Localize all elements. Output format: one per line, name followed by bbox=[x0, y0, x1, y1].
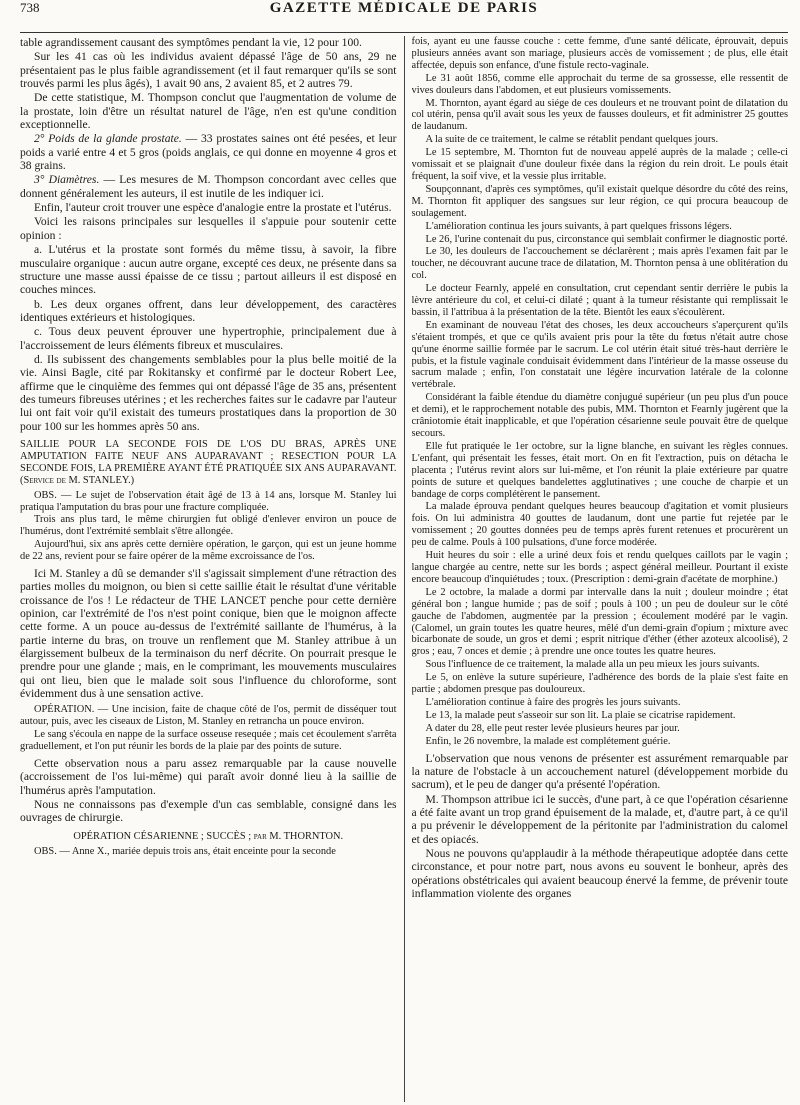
observation: Le docteur Fearnly, appelé en consultation, crut cependant sentir derrière le pubis la lèvre antérieure du col, et celui-ci dilaté ; quant à la tumeur résistante qui remplissait le bassin, il l'attribua à la présentation de la tête. Bientôt les eaux s'écoulèrent. bbox=[411, 283, 789, 318]
paragraph: Sur les 41 cas où les individus avaient dépassé l'âge de 50 ans, 29 ne présentaient pas le plus faible agrandissement (et il faut remarquer qu'ils se sont trouvés parmi les plus âgés), 1 avait 90 ans, 2 avaient 85, et 2 autres 79. bbox=[20, 50, 397, 91]
page-number: 738 bbox=[20, 0, 40, 15]
observation: Sous l'influence de ce traitement, la malade alla un peu mieux les jours suivants. bbox=[425, 659, 760, 671]
observation: Le 2 octobre, la malade a dormi par intervalle dans la nuit ; douleur moindre ; état général bon ; langue humide ; pas de soif ; pouls à 100 ; un peu de douleur sur le côté gauche de l'abdomen, augmentée par la pression ; écoulement modéré par le vagin. (Calomel, un grain toutes les quatre heures, mêlé d'un demi-grain d'opium ; mixture avec bicarbonate de soude, un gros et demi ; esprit nitrique d'éther (éther azoteux alcoolisé), 2 gros ; eau, 7 onces et demie ; à prendre une once toutes les quatre heures. bbox=[411, 586, 789, 658]
list-item: b. Les deux organes offrent, dans leur développement, des caractères identiques extérieurs et histologiques. bbox=[20, 297, 397, 324]
paragraph-text: — Les mesures de M. Thompson concordant avec celles que donnent généralement les auteurs, il est inutile de les indiquer ici. bbox=[20, 173, 397, 200]
article-title: OPÉRATION CÉSARIENNE ; SUCCÈS ; par M. THORNTON. bbox=[73, 830, 344, 842]
paragraph: Cette observation nous a paru assez remarquable par la cause nouvelle (accroissement de l'os lui-même) qui paraît avoir donné lieu à la saillie de l'humérus après l'amputation. bbox=[20, 757, 397, 797]
list-item: a. L'utérus et la prostate sont formés du même tissu, à savoir, la fibre musculaire organique : aucun autre organe, excepté ces deux, ne présente dans sa structure une masse aussi épaisse de ce tissu ; partout ailleurs il est disposé en couches minces. bbox=[20, 243, 397, 297]
observation: Le 26, l'urine contenait du pus, circonstance qui semblait confirmer le diagnostic porté. bbox=[425, 233, 788, 245]
observation: A la suite de ce traitement, le calme se rétablit pendant quelques jours. bbox=[425, 134, 719, 146]
paragraph: Nous ne pouvons qu'applaudir à la méthode thérapeutique adoptée dans cette circonstance, et pour notre part, nous avons eu souvent le bonheur, après des opérations obstétricales qui avaient beaucoup énervé la femme, de prévenir toute inflammation violente des organes bbox=[411, 846, 789, 900]
right-column bbox=[412, 36, 789, 1102]
observation: En examinant de nouveau l'état des choses, les deux accoucheurs s'aperçurent qu'ils s'étaient trompés, et que ce qu'ils avaient pris pour la tête du fœtus n'était autre chose qu'une énorme saillie formée par le sacrum. Le col utérin était situé très-haut derrière le pubis, et la fistule vaginale conduisait évidemment dans l'intérieur de la masse osseuse du sacrum malade ; enfin, l'on constatait une légère incurvation latérale de la colonne vertébrale. bbox=[411, 319, 789, 391]
paragraph: Ici M. Stanley a dû se demander s'il s'agissait simplement d'une rétraction des parties molles du moignon, ou bien si cette saillie était le résultat d'une véritable croissance de l'os ! Le rédacteur de THE LANCET penche pour cette dernière opinion, car l'extrémité de l'os n'est point conique, bien que le moignon affecte cette forme. A un pouce au-dessus de l'extrémité saillante de l'humérus, à la partie interne du bras, on trouve un renflement que M. Stanley attribue à un élargissement bulbeux de la terminaison du nerf décrite. On pourrait presque le prendre pour une glande ; mais, en le comprimant, les mouvements musculaires qui ont lieu, bien que le malade soit sous l'influence du chloroforme, sont évidemment dus à une sensation active. bbox=[20, 567, 397, 701]
article-title: SAILLIE POUR LA SECONDE FOIS DE L'OS DU BRAS, APRÈS UNE AMPUTATION FAITE NEUF ANS AUPARAVANT ; RESECTION POUR LA SECONDE FOIS, LA PREMIÈRE AYANT ÉTÉ PRATIQUÉE SIX ANS AUPARAVANT. (Service de M. STANLEY.) bbox=[20, 438, 397, 486]
observation: Le 31 août 1856, comme elle approchait du terme de sa grossesse, elle ressentit de vives douleurs dans l'abdomen, et eut plusieurs vomissements. bbox=[411, 72, 789, 96]
section-heading: 3° Diamètres. bbox=[34, 173, 100, 187]
observation: Le 15 septembre, M. Thornton fut de nouveau appelé auprès de la malade ; celle-ci vomissait et se plaignait d'une douleur fixée dans la région du rein droit. Le pouls était fréquent, la soif vive, et la vessie plus irritable. bbox=[411, 147, 789, 182]
paragraph: Voici les raisons principales sur lesquelles il s'appuie pour soutenir cette opinion : bbox=[20, 215, 397, 242]
observation: OBS. — Anne X., mariée depuis trois ans, était enceinte pour la seconde bbox=[34, 845, 336, 857]
list-item: d. Ils subissent des changements semblables pour la plus belle moitié de la vie. Ainsi Bagle, cité par Rokitansky et confirmé par le docteur Robert Lee, affirme que le cinquième des femmes qui ont dépassé l'âge de 35 ans, présentent des tumeurs fibreuses utérines ; et les recherches faites sur le cadavre par l'auteur lui ont fait voir qu'il existait des tumeurs prostatiques dans la proportion de 30 pour 100 sur les hommes après 50 ans. bbox=[20, 352, 397, 433]
observation: L'amélioration continue à faire des progrès les jours suivants. bbox=[425, 696, 681, 708]
observation: L'amélioration continua les jours suivants, à part quelques frissons légers. bbox=[425, 220, 732, 232]
operation-note: Le sang s'écoula en nappe de la surface osseuse resequée ; mais cet écoulement s'arrêta graduellement, et l'on put réunir les bords de la plaie par des points de suture. bbox=[20, 729, 397, 753]
paragraph: L'observation que nous venons de présenter est assurément remarquable par la nature de l'obstacle à un accouchement naturel (développement morbide du sacrum), et le peu de danger qu'a présenté l'opération. bbox=[411, 751, 789, 792]
observation: M. Thornton, ayant égard au siége de ces douleurs et ne trouvant point de dilatation du col utérin, pensa qu'il avait sous les yeux de fausses douleurs, et fit administrer 25 gouttes de laudanum. bbox=[411, 97, 789, 133]
observation: Elle fut pratiquée le 1er octobre, sur la ligne blanche, en suivant les règles connues. L'enfant, qui présentait les fesses, était mort. On en fit l'extraction, puis on détacha le placenta ; l'utérus revint alors sur lui-même, et l'on réunit la plaie extérieure par quatre points de suture et quelques bandelettes agglutinatives ; une couche de charpie et un bandage de corps complétèrent le pansement. bbox=[411, 440, 789, 500]
paragraph: Enfin, l'auteur croit trouver une espèce d'analogie entre la prostate et l'utérus. bbox=[34, 201, 392, 215]
observation: Trois ans plus tard, le même chirurgien fut obligé d'enlever environ un pouce de l'humérus, dont l'extrémité semblait s'être allongée. bbox=[20, 514, 397, 538]
observation: A dater du 28, elle peut rester levée plusieurs heures par jour. bbox=[425, 722, 680, 734]
observation: Le 30, les douleurs de l'accouchement se déclarèrent ; mais après l'examen fait par le toucher, ne découvrant aucune trace de dilatation, M. Thornton pensa à une oblitération du col. bbox=[411, 246, 789, 282]
observation: Le 5, on enlève la suture supérieure, l'adhérence des bords de la plaie s'est faite en partie ; abdomen presque pas douloureux. bbox=[411, 672, 789, 696]
observation: La malade éprouva pendant quelques heures beaucoup d'agitation et vomit plusieurs fois. On lui administra 40 gouttes de laudanum, dont une partie fut rejetée par le vomissement ; 20 gouttes données peu de temps après furent retenues et procurèrent un peu de calme. Pouls à 100 pulsations, d'une force modérée. bbox=[411, 501, 789, 549]
observation: Huit heures du soir : elle a uriné deux fois et rendu quelques caillots par le vagin ; langue chargée au centre, nette sur les bords ; aspect général meilleur. Pourtant il existe encore beaucoup d'inquiétudes ; toux. (Prescription : demi-grain d'acétate de morphine.) bbox=[411, 550, 789, 585]
observation: Enfin, le 26 novembre, la malade est complétement guérie. bbox=[425, 735, 671, 747]
operation-note: OPÉRATION. — Une incision, faite de chaque côté de l'os, permit de disséquer tout autour, puis, avec les ciseaux de Liston, M. Stanley en retrancha un pouce environ. bbox=[20, 704, 397, 728]
observation: fois, ayant eu une fausse couche : cette femme, d'une santé délicate, éprouvait, depuis plusieurs années avant son mariage, plusieurs accès de vomissement ; de plus, elle était affectée, depuis son enfance, d'une fistule recto-vaginale. bbox=[411, 36, 789, 71]
left-column bbox=[20, 36, 397, 1102]
paragraph: Nous ne connaissons pas d'exemple d'un cas semblable, consigné dans les ouvrages de chirurgie. bbox=[20, 798, 397, 825]
paragraph: M. Thompson attribue ici le succès, d'une part, à ce que l'opération césarienne a été faite avant un trop grand épuisement de la malade, et, d'autre part, à ce qu'il a pu prévenir le développement de la péritonite par l'administration du calomel et des opiacés. bbox=[411, 792, 789, 846]
observation: Soupçonnant, d'après ces symptômes, qu'il existait quelque désordre du côté des reins, M. Thornton fit appliquer des sangsues sur leur région, ce qui procura beaucoup de soulagement. bbox=[411, 183, 789, 219]
observation: Considérant la faible étendue du diamètre conjugué supérieur (un peu plus d'un pouce et demi), et le rapprochement notable des pubis, MM. Thornton et Fearnly jugèrent que la crâniotomie était inapplicable, et que l'opération césarienne seule pouvait être de quelque secours. bbox=[411, 392, 789, 439]
paragraph: De cette statistique, M. Thompson conclut que l'augmentation de volume de la prostate, loin d'être un résultat naturel de l'âge, n'en est qu'une condition exceptionnelle. bbox=[20, 91, 397, 132]
observation: Aujourd'hui, six ans après cette dernière opération, le garçon, qui est un jeune homme de 22 ans, revient pour se faire opérer de la même excroissance de l'os. bbox=[20, 539, 397, 563]
observation: OBS. — Le sujet de l'observation était âgé de 13 à 14 ans, lorsque M. Stanley lui pratiqua l'amputation du bras pour une fracture compliquée. bbox=[20, 489, 397, 513]
paragraph-text: — 33 prostates saines ont été pesées, et leur poids a varié entre 4 et 5 gros (poids anglais, ce qui donne en moyenne 4 gros et 38 grains. bbox=[20, 132, 397, 173]
running-title: GAZETTE MÉDICALE DE PARIS bbox=[269, 0, 539, 16]
list-item: c. Tous deux peuvent éprouver une hypertrophie, principalement due à l'accroissement de leurs éléments fibreux et musculaires. bbox=[20, 325, 397, 352]
page-header bbox=[20, 0, 788, 33]
section-heading: 2° Poids de la glande prostate. bbox=[34, 132, 182, 146]
paragraph: table agrandissement causant des symptômes pendant la vie, 12 pour 100. bbox=[20, 36, 362, 49]
two-column-body bbox=[20, 36, 788, 1102]
observation: Le 13, la malade peut s'asseoir sur son lit. La plaie se cicatrise rapidement. bbox=[425, 709, 736, 721]
column-divider bbox=[404, 36, 405, 1102]
paragraph bbox=[20, 132, 397, 172]
paragraph bbox=[20, 173, 397, 200]
